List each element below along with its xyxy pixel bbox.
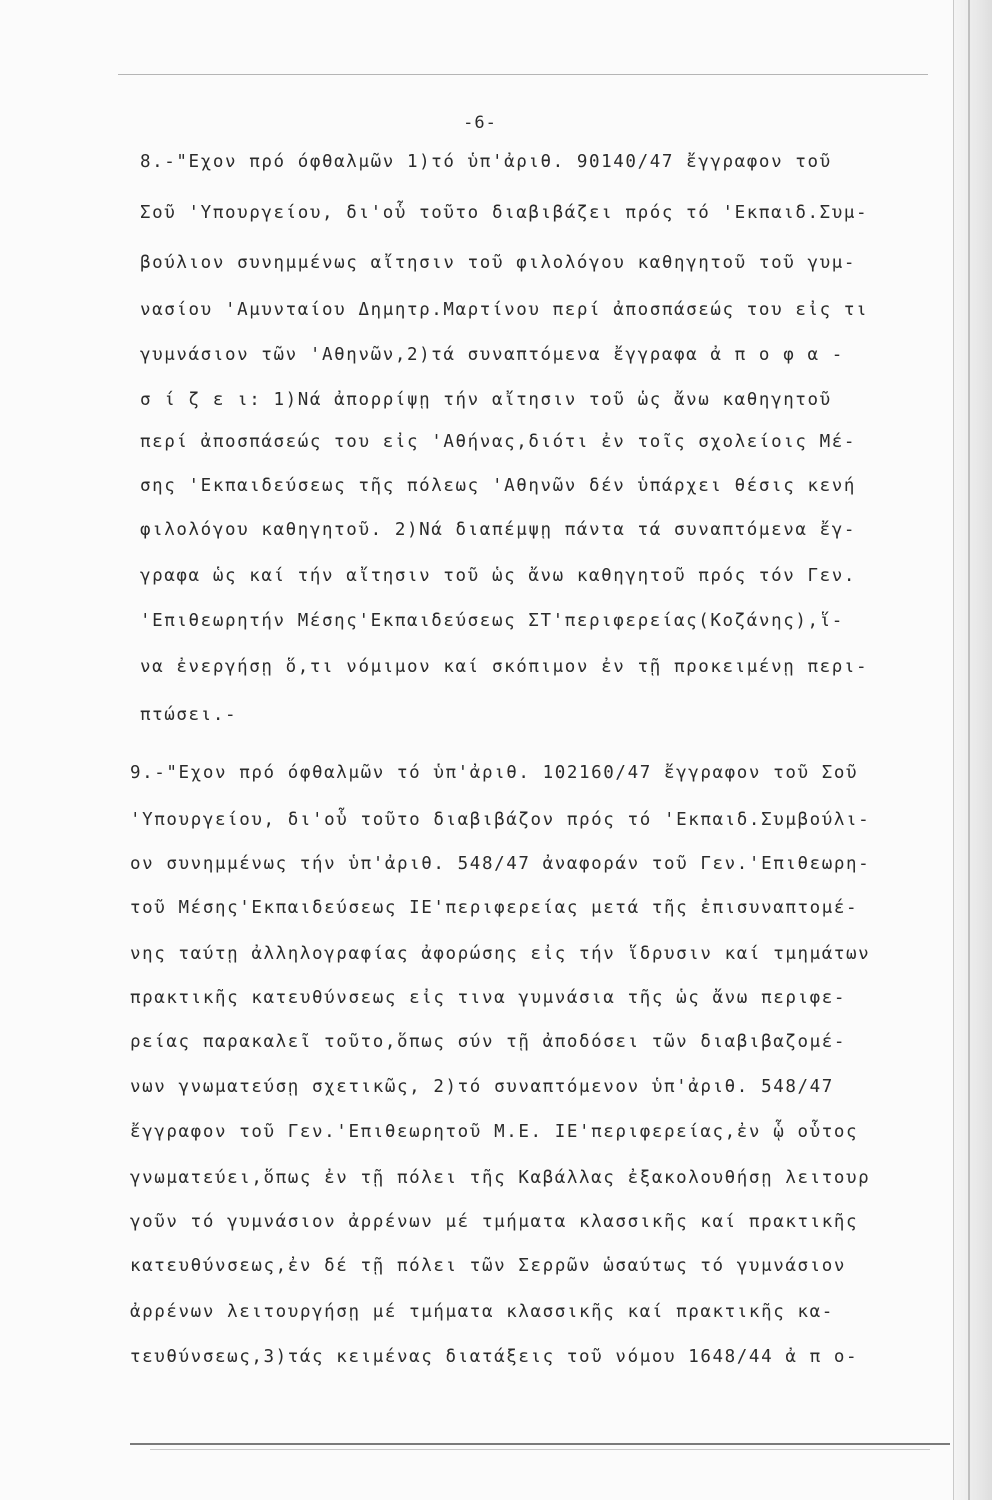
text-line: γνωματεύει,ὅπως ἐν τῇ πόλει τῆς Καβάλλας ἐξακολουθήσῃ λειτουρ (130, 1168, 871, 1188)
text-line: ον συνημμένως τήν ὑπ'ἀριθ. 548/47 ἀναφοράν τοῦ Γεν.'Επιθεωρη- (130, 854, 871, 874)
text-line: ρείας παρακαλεῖ τοῦτο,ὅπως σύν τῇ ἀποδόσει τῶν διαβιβαζομέ- (130, 1032, 847, 1052)
text-line: να ἐνεργήσῃ ὅ,τι νόμιμον καί σκόπιμον ἐν τῇ προκειμένῃ περι- (140, 657, 869, 677)
text-line: 'Υπουργείου, δι'οὗ τοῦτο διαβιβάζον πρός τό 'Εκπαιδ.Συμβούλι- (130, 810, 871, 830)
text-line: 8.-"Εχον πρό όφθαλμῶν 1)τό ὑπ'ἀριθ. 90140/47 ἔγγραφον τοῦ (140, 152, 832, 172)
text-line: γοῦν τό γυμνάσιον ἀρρένων μέ τμήματα κλασσικῆς καί πρακτικῆς (130, 1212, 859, 1232)
text-line: ἀρρένων λειτουργήσῃ μέ τμήματα κλασσικῆς καί πρακτικῆς κα- (130, 1302, 834, 1322)
text-line: γυμνάσιον τῶν 'Αθηνῶν,2)τά συναπτόμενα ἔγγραφα ἀ π ο φ α - (140, 345, 844, 365)
page-edge-line (968, 0, 970, 1500)
text-line: κατευθύνσεως,ἐν δέ τῇ πόλει τῶν Σερρῶν ὡσαύτως τό γυμνάσιον (130, 1256, 847, 1276)
page-edge (953, 0, 992, 1500)
text-line: πτώσει.- (140, 705, 238, 725)
top-rule (118, 74, 928, 75)
text-line: Σοῦ 'Υπουργείου, δι'οὗ τοῦτο διαβιβάζει πρός τό 'Εκπαιδ.Συμ- (140, 203, 869, 223)
text-line: πρακτικῆς κατευθύνσεως εἰς τινα γυμνάσια τῆς ὡς ἄνω περιφε- (130, 988, 847, 1008)
text-line: νης ταύτῃ ἀλληλογραφίας ἀφορώσης εἰς τήν ἵδρυσιν καί τμημάτων (130, 944, 871, 964)
text-line: σ ί ζ ε ι: 1)Νά ἀπορρίψῃ τήν αἴτησιν τοῦ ὡς ἄνω καθηγητοῦ (140, 390, 832, 410)
text-line: ἔγγραφον τοῦ Γεν.'Επιθεωρητοῦ Μ.Ε. ΙΕ'περιφερείας,ἐν ᾧ οὗτος (130, 1122, 859, 1142)
text-line: τευθύνσεως,3)τάς κειμένας διατάξεις τοῦ νόμου 1648/44 ἀ π ο- (130, 1347, 859, 1367)
text-line: περί ἀποσπάσεώς του εἰς 'Αθήνας,διότι ἐν τοῖς σχολείοις Μέ- (140, 432, 857, 452)
text-line: σης 'Εκπαιδεύσεως τῆς πόλεως 'Αθηνῶν δέν ὑπάρχει θέσις κενή (140, 476, 857, 496)
text-line: τοῦ Μέσης'Εκπαιδεύσεως ΙΕ'περιφερείας μετά τῆς ἐπισυναπτομέ- (130, 898, 859, 918)
text-line: 'Επιθεωρητήν Μέσης'Εκπαιδεύσεως ΣΤ'περιφερείας(Κοζάνης),ἵ- (140, 611, 844, 631)
bottom-rule (130, 1443, 950, 1445)
text-line: βούλιον συνημμένως αἴτησιν τοῦ φιλολόγου καθηγητοῦ τοῦ γυμ- (140, 253, 857, 273)
text-line: φιλολόγου καθηγητοῦ. 2)Νά διαπέμψῃ πάντα τά συναπτόμενα ἔγ- (140, 520, 857, 540)
text-line: γραφα ὡς καί τήν αἴτησιν τοῦ ὡς ἄνω καθηγητοῦ πρός τόν Γεν. (140, 566, 857, 586)
page-number: -6- (463, 113, 497, 133)
text-line: 9.-"Εχον πρό όφθαλμῶν τό ὑπ'ἀριθ. 102160/47 ἔγγραφον τοῦ Σοῦ (130, 763, 859, 783)
bottom-rule-thin (150, 1449, 930, 1450)
text-line: νων γνωματεύσῃ σχετικῶς, 2)τό συναπτόμενον ὑπ'ἀριθ. 548/47 (130, 1077, 834, 1097)
text-line: νασίου 'Αμυνταίου Δημητρ.Μαρτίνου περί ἀποσπάσεώς του εἰς τι (140, 300, 869, 320)
